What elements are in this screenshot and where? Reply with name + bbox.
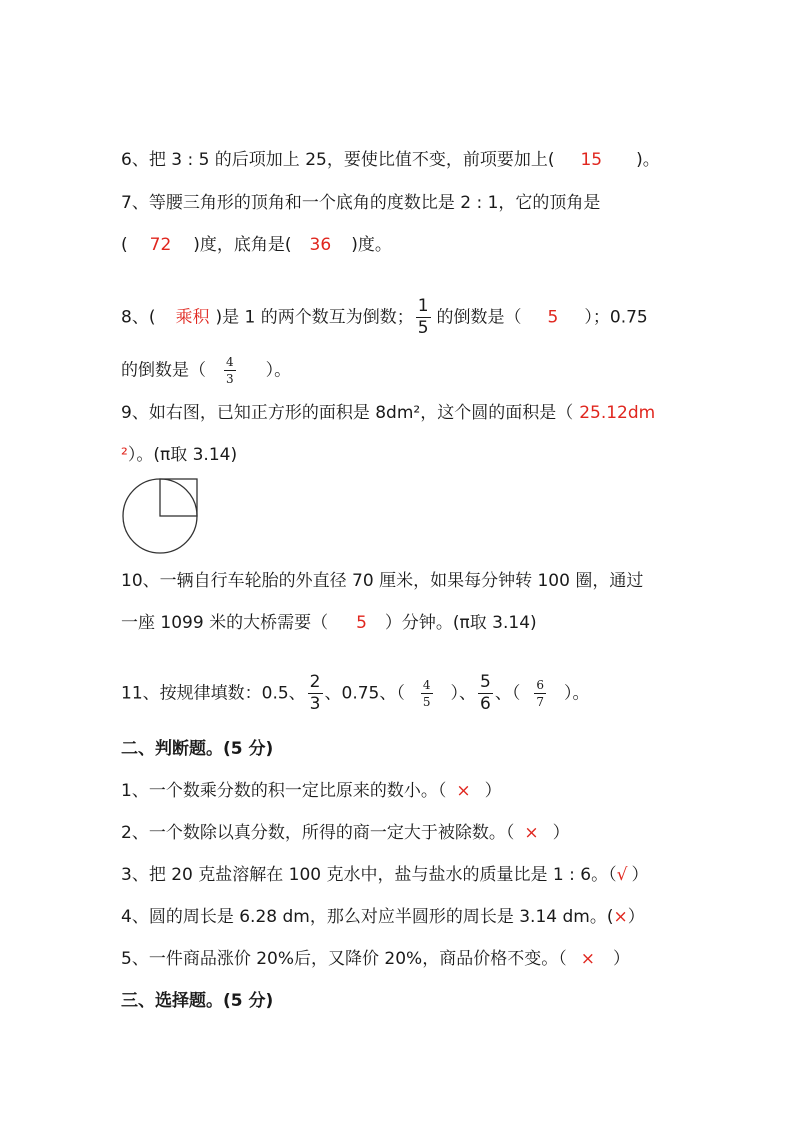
- judge-2-end: ）: [552, 823, 570, 843]
- q9-end: ）。(π取 3.14): [127, 445, 238, 465]
- q9-text: 9、如右图，已知正方形的面积是 8dm²，这个圆的面积是（: [121, 403, 574, 423]
- q8-answer-reciprocal: 5: [547, 307, 559, 328]
- q8-ans-numerator: 4: [226, 355, 234, 369]
- q8-text: )是 1 的两个数互为倒数；: [215, 307, 414, 328]
- judge-5-text: 5、一件商品涨价 20%后，又降价 20%，商品价格不变。（: [121, 949, 567, 969]
- q11-ans2-denominator: 7: [536, 695, 544, 709]
- q8-frac-denominator: 5: [417, 318, 429, 338]
- q11-text: 11、按规律填数：0.5、: [121, 683, 306, 704]
- q6-text: 6、把 3 : 5 的后项加上 25，要使比值不变，前项要加上(: [121, 150, 555, 170]
- q7-end: )度。: [351, 235, 392, 255]
- question-7-line2: [121, 233, 392, 257]
- q11-fraction-2-3: [308, 674, 323, 713]
- judge-3-answer: √: [616, 865, 628, 885]
- judge-5-end: ）: [612, 949, 630, 969]
- q11-text2: 、0.75、（: [324, 683, 405, 704]
- section-2-title-text: 二、判断题。(5 分): [121, 739, 274, 759]
- q7-text: 7、等腰三角形的顶角和一个底角的度数比是 2 : 1，它的顶角是: [121, 193, 601, 213]
- judge-item-1: [121, 779, 502, 803]
- question-7-line1: [121, 191, 600, 215]
- question-9-line2: [121, 443, 237, 467]
- q9-answer: 25.12dm: [579, 403, 656, 423]
- judge-2-text: 2、一个数除以真分数，所得的商一定大于被除数。（: [121, 823, 515, 843]
- q11-ans1-denominator: 5: [422, 695, 431, 709]
- q7-answer-base: 36: [309, 235, 332, 255]
- judge-4-answer: ×: [613, 907, 628, 927]
- q11-answer-fraction-4-5: [421, 679, 433, 708]
- q6-answer: 15: [580, 150, 603, 170]
- q11-ans1-numerator: 4: [422, 678, 431, 692]
- judge-item-5: [121, 947, 630, 971]
- question-8-line1: [121, 298, 648, 337]
- judge-2-answer: ×: [524, 823, 539, 843]
- question-6: [121, 148, 660, 172]
- q11-f1-numerator: 2: [309, 672, 321, 692]
- judge-4-end: ）: [627, 907, 645, 927]
- q8-line2-text: 的倒数是（: [121, 360, 206, 381]
- q9-answer-unit-exponent: ²: [121, 445, 128, 465]
- question-10-line1: [121, 569, 643, 593]
- judge-1-text: 1、一个数乘分数的积一定比原来的数小。（: [121, 781, 447, 801]
- q10-text: 10、一辆自行车轮胎的外直径 70 厘米，如果每分钟转 100 圈，通过: [121, 571, 644, 591]
- q7-mid-text: )度，底角是(: [193, 235, 292, 255]
- q11-answer-fraction-6-7: [534, 679, 546, 708]
- q10-line2-text: 一座 1099 米的大桥需要（: [121, 613, 329, 633]
- q11-fraction-5-6: [478, 674, 493, 713]
- q8-fraction-one-fifth: [416, 298, 431, 337]
- q8-start: 8、(: [121, 307, 156, 328]
- q11-f2-numerator: 5: [480, 672, 491, 692]
- question-11: [121, 674, 589, 713]
- q8-text3: ）；0.75: [584, 307, 648, 328]
- q11-ans2-numerator: 6: [536, 678, 544, 692]
- section-3-title: [121, 989, 273, 1013]
- q8-answer-product: 乘积: [175, 307, 210, 328]
- judge-item-2: [121, 821, 570, 845]
- q6-end: )。: [636, 150, 660, 170]
- q8-line2-end: ）。: [265, 360, 292, 381]
- q11-end: ）。: [563, 683, 590, 704]
- judge-item-4: [121, 905, 645, 929]
- judge-5-answer: ×: [580, 949, 595, 969]
- question-10-line2: [121, 611, 537, 635]
- section-3-title-text: 三、选择题。(5 分): [121, 991, 274, 1011]
- q11-text3: ）、: [450, 683, 476, 704]
- q11-f1-denominator: 3: [309, 694, 321, 714]
- q11-text4: 、（: [494, 683, 521, 704]
- q8-answer-fraction: [224, 356, 236, 385]
- question-8-line2: [121, 356, 291, 385]
- judge-3-text: 3、把 20 克盐溶解在 100 克水中，盐与盐水的质量比是 1 : 6。（: [121, 865, 617, 885]
- q7-answer-vertex: 72: [149, 235, 172, 255]
- circle-square-figure: [120, 476, 202, 558]
- judge-1-answer: ×: [456, 781, 471, 801]
- section-2-title: [121, 737, 273, 761]
- judge-item-3: [121, 863, 648, 887]
- judge-1-end: ）: [484, 781, 502, 801]
- q11-f2-denominator: 6: [480, 694, 491, 714]
- q8-text2: 的倒数是（: [436, 307, 522, 328]
- judge-3-end: ）: [631, 865, 649, 885]
- q7-paren-open: (: [121, 235, 128, 255]
- q10-answer: 5: [356, 613, 367, 633]
- q10-end: ）分钟。(π取 3.14): [384, 613, 537, 633]
- q8-ans-denominator: 3: [226, 372, 234, 386]
- q8-frac-numerator: 1: [417, 296, 429, 316]
- judge-4-text: 4、圆的周长是 6.28 dm，那么对应半圆形的周长是 3.14 dm。(: [121, 907, 614, 927]
- question-9-line1: [121, 401, 655, 425]
